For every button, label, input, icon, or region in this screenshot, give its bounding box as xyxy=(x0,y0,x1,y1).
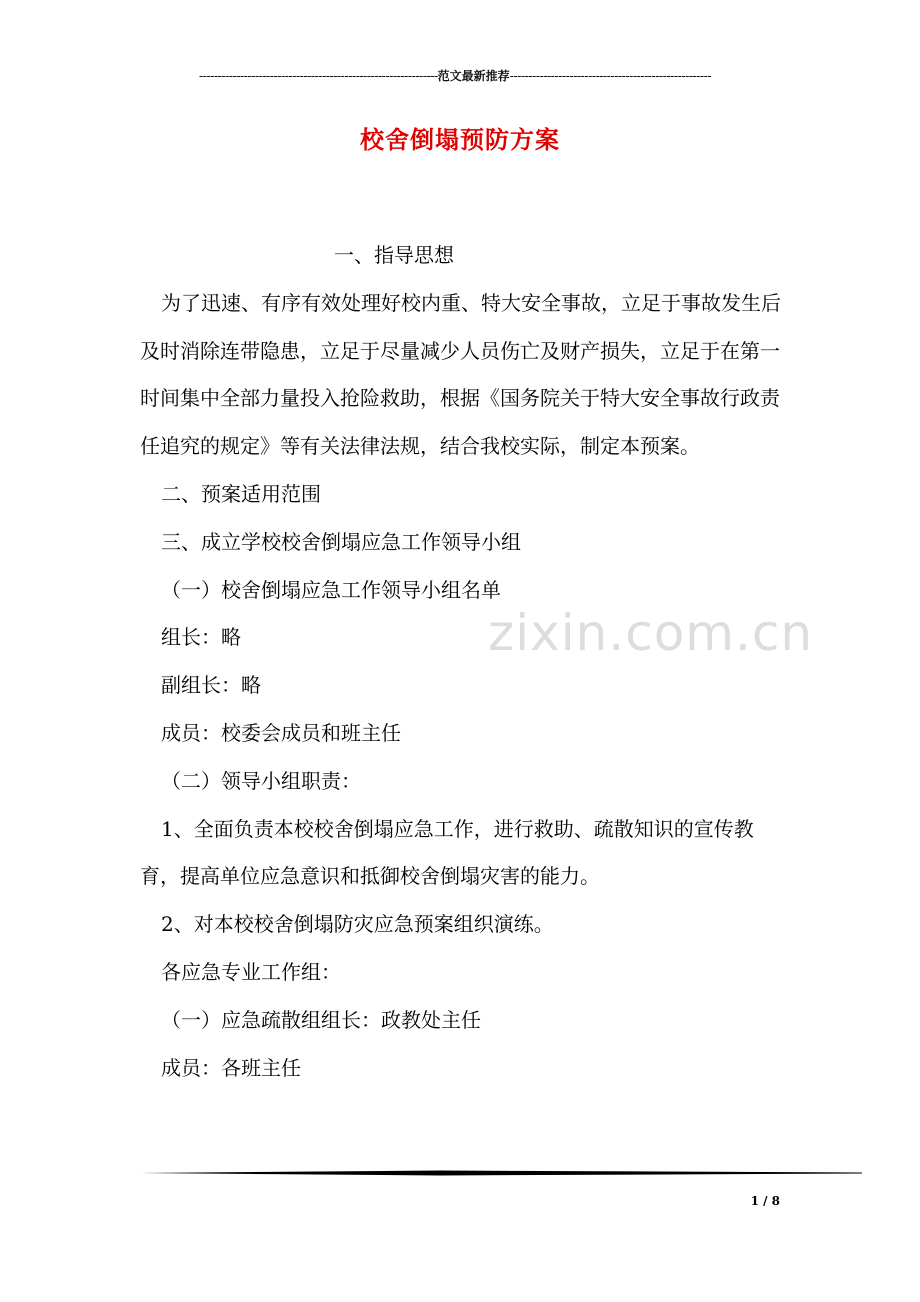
subheading-duties: （二）领导小组职责： xyxy=(161,768,361,793)
document-body xyxy=(140,232,783,1092)
header-dashes-right: ------------------------------------------------------ xyxy=(509,69,712,83)
header-dashes-left: ---------------------------------------------------------------- xyxy=(198,69,438,83)
duty-item-1: 1、全面负责本校校舍倒塌应急工作，进行救助、疏散知识的宣传教育，提高单位应急意识和抵御校舍倒塌灾害的能力。 xyxy=(140,816,754,889)
section-heading-guiding: 一、指导思想 xyxy=(334,243,454,267)
duty-item-2: 2、对本校校舍倒塌防灾应急预案组织演练。 xyxy=(161,912,554,937)
line-evacuation-members: 成员：各班主任 xyxy=(161,1055,301,1080)
header-label: 范文最新推荐 xyxy=(437,69,510,83)
line-leader: 组长：略 xyxy=(161,625,241,650)
line-evacuation-leader: （一）应急疏散组组长：政教处主任 xyxy=(161,1007,481,1032)
line-work-groups: 各应急专业工作组： xyxy=(161,959,341,984)
document-title: 校舍倒塌预防方案 xyxy=(360,125,560,154)
watermark: zixin.com.cn xyxy=(488,604,814,662)
section-heading-group: 三、成立学校校舍倒塌应急工作领导小组 xyxy=(161,529,521,554)
subheading-member-list: （一）校舍倒塌应急工作领导小组名单 xyxy=(161,577,501,602)
footer-rule xyxy=(140,1168,862,1178)
line-deputy-leader: 副组长：略 xyxy=(161,673,261,698)
section-heading-scope: 二、预案适用范围 xyxy=(161,481,321,506)
page-header xyxy=(140,68,770,84)
paragraph-purpose: 为了迅速、有序有效处理好校内重、特大安全事故，立足于事故发生后及时消除连带隐患，立足于尽量减少人员伤亡及财产损失，立足于在第一时间集中全部力量投入抢险救助，根据《国务院关于特大安全事故行政责任追究的规定》等有关法律法规，结合我校实际，制定本预案。 xyxy=(140,290,781,459)
line-members: 成员：校委会成员和班主任 xyxy=(161,720,401,745)
page-number: 1 / 8 xyxy=(750,1194,780,1208)
